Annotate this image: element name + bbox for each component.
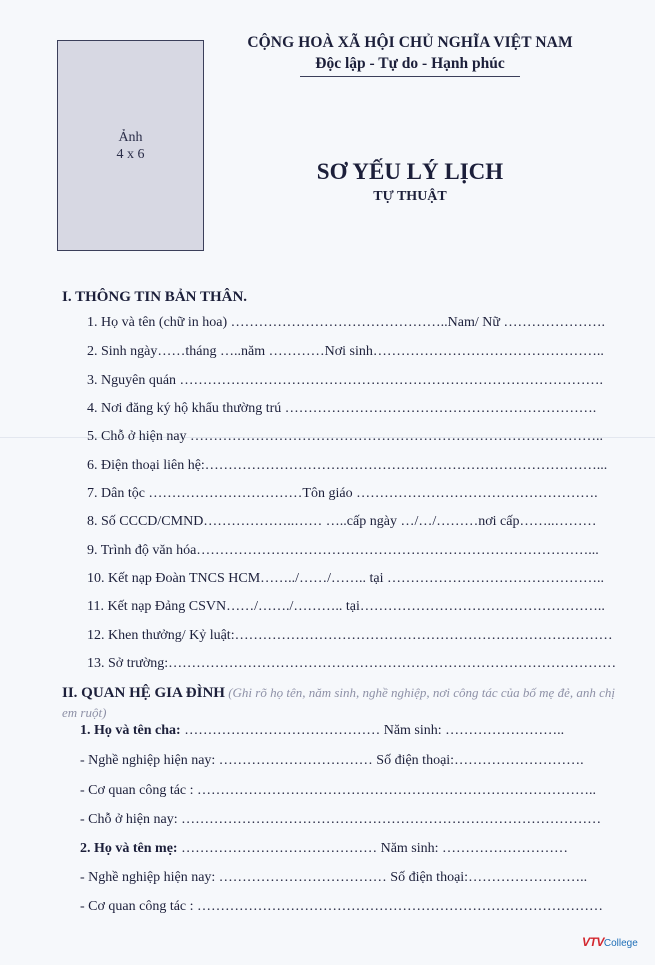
field-strengths[interactable]: 13. Sở trường:…………………………………………………………………………………… — [87, 656, 617, 671]
field-ethnicity-religion[interactable]: 7. Dân tộc ……………………………Tôn giáo ……………………………………………. — [87, 486, 598, 501]
motto-underline — [300, 76, 520, 77]
document-subtitle: TỰ THUẬT — [373, 189, 447, 204]
section-1-heading: I. THÔNG TIN BẢN THÂN. — [62, 289, 248, 305]
mother-name-fill: …………………………………… Năm sinh: ……………………… — [177, 841, 569, 856]
field-current-address[interactable]: 5. Chỗ ở hiện nay …………………………………………………………………………….. — [87, 429, 604, 444]
father-name-fill: …………………………………… Năm sinh: …………………….. — [180, 723, 565, 738]
field-birth[interactable]: 2. Sinh ngày……tháng …..năm …………Nơi sinh………………………………………….. — [87, 344, 604, 359]
father-name-label: 1. Họ và tên cha: — [80, 723, 181, 738]
national-title: CỘNG HOÀ XÃ HỘI CHỦ NGHĨA VIỆT NAM — [247, 34, 573, 51]
field-id-card[interactable]: 8. Số CCCD/CMND………………..…… …..cấp ngày …/…/………nơi cấp……..……… — [87, 514, 597, 529]
field-father-name[interactable] — [80, 722, 564, 740]
section-2-title: II. QUAN HỆ GIA ĐÌNH — [62, 685, 225, 701]
field-awards[interactable]: 12. Khen thưởng/ Kỷ luật:……………………………………………………………………… — [87, 628, 613, 643]
section-2-heading — [62, 683, 632, 723]
field-full-name[interactable]: 1. Họ và tên (chữ in hoa) ………………………………………..Nam/ Nữ …………………. — [87, 315, 605, 330]
field-father-home[interactable]: - Chỗ ở hiện nay: ……………………………………………………………………………… — [80, 812, 602, 827]
field-father-job[interactable]: - Nghề nghiệp hiện nay: …………………………… Số điện thoại:………………………. — [80, 753, 584, 768]
field-mother-job[interactable]: - Nghề nghiệp hiện nay: ……………………………… Số điện thoại:…………………….. — [80, 870, 588, 885]
photo-placeholder — [57, 40, 204, 251]
field-education[interactable]: 9. Trình độ văn hóa…………………………………………………………………………... — [87, 543, 599, 558]
field-party[interactable]: 11. Kết nạp Đảng CSVN……/……./……….. tại…………………………………………….. — [87, 599, 605, 614]
logo-brand: VTV — [582, 935, 604, 949]
national-motto: Độc lập - Tự do - Hạnh phúc — [315, 55, 505, 72]
field-mother-name[interactable] — [80, 840, 568, 858]
field-mother-office[interactable]: - Cơ quan công tác : …………………………………………………………………………… — [80, 899, 604, 914]
section-2-note: (Ghi rõ họ tên, năm sinh, nghề nghiệp, nơi công tác của bố mẹ đẻ, anh chị em ruột) — [62, 685, 615, 720]
vtv-college-logo — [582, 935, 638, 949]
document-title: SƠ YẾU LÝ LỊCH — [316, 159, 504, 184]
photo-label: Ảnh 4 x 6 — [116, 130, 145, 162]
mother-name-label: 2. Họ và tên mẹ: — [80, 841, 178, 856]
field-youth-union[interactable]: 10. Kết nạp Đoàn TNCS HCM……../……/…….. tại ……………………………………….. — [87, 571, 604, 586]
logo-suffix: College — [603, 938, 638, 949]
field-hometown[interactable]: 3. Nguyên quán ………………………………………………………………………………. — [87, 373, 604, 388]
field-registered-address[interactable]: 4. Nơi đăng ký hộ khẩu thường trú …………………………………………………………. — [87, 401, 597, 416]
field-phone[interactable]: 6. Điện thoại liên hệ:…………………………………………………………………………... — [87, 458, 608, 473]
field-father-office[interactable]: - Cơ quan công tác : ………………………………………………………………………….. — [80, 783, 597, 798]
